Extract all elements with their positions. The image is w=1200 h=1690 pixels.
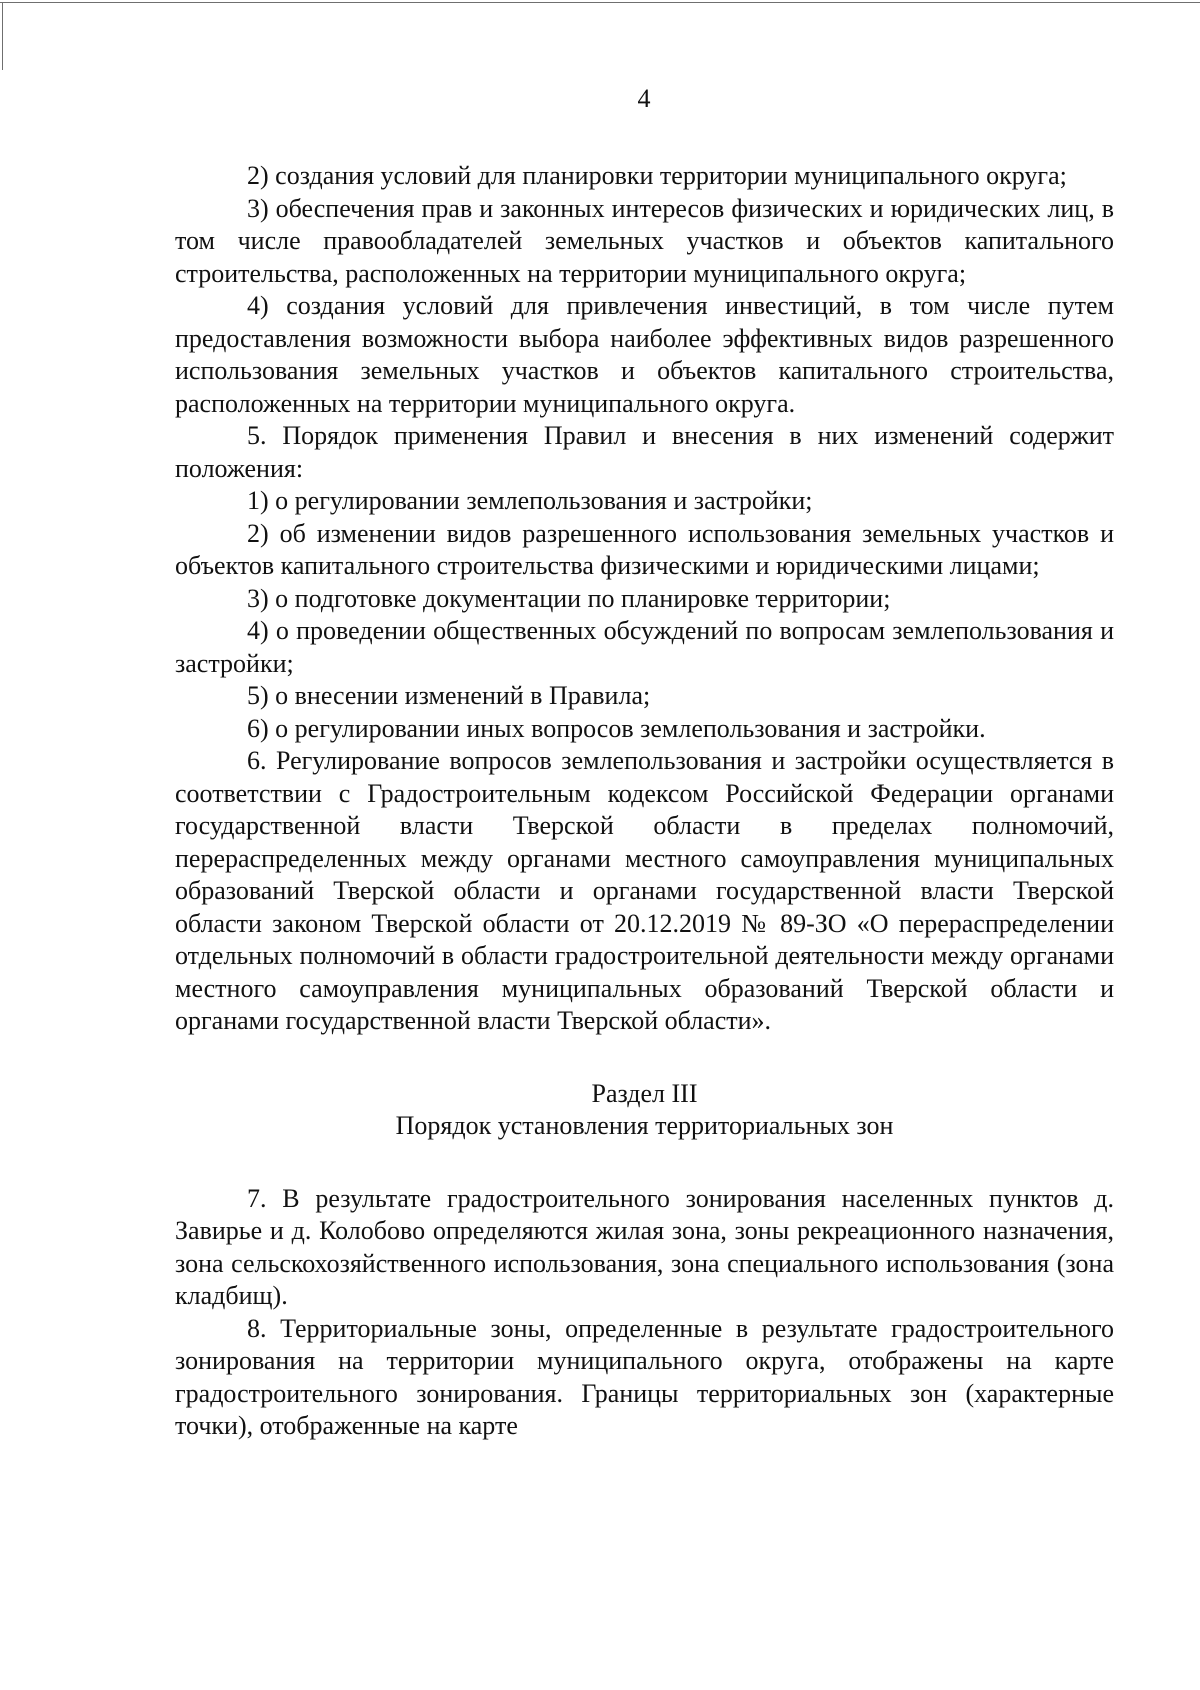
clause-6-regulation: 6. Регулирование вопросов землепользования и застройки осуществляется в соответствии с Градостроительным кодексом Российской Федерации органами государственной власти Тверской области в пределах полномочий, перераспределенных между органами местного самоуправления муниципальных образований Тверской области и органами государственной власти Тверской области законом Тверской области от 20.12.2019 № 89-ЗО «О перераспределении отдельных полномочий в области градостроительной деятельности между органами местного самоуправления муниципальных образований Тверской области и органами государственной власти Тверской области». <box>175 746 1114 1035</box>
document-body <box>175 160 1114 1443</box>
item-2-change-of-use: 2) об изменении видов разрешенного использования земельных участков и объектов капитального строительства физическими и юридическими лицами; <box>175 518 1114 580</box>
section-title: Раздел III <box>591 1078 698 1108</box>
section-subtitle: Порядок установления территориальных зон <box>395 1111 894 1140</box>
clause-8-zone-map: 8. Территориальные зоны, определенные в результате градостроительного зонирования на территории муниципального округа, отображены на карте градостроительного зонирования. Границы территориальных зон (характерные точки), отображенные на карте <box>175 1313 1114 1440</box>
item-6-other-issues: 6) о регулировании иных вопросов землепользования и застройки. <box>247 713 986 743</box>
scan-edge-top <box>0 2 1200 3</box>
item-3-documentation: 3) о подготовке документации по планировке территории; <box>247 583 891 613</box>
clause-2-planning: 2) создания условий для планировки территории муниципального округа; <box>247 161 1067 190</box>
clause-4-investments: 4) создания условий для привлечения инвестиций, в том числе путем предоставления возможности выбора наиболее эффективных видов разрешенного использования земельных участков и объектов капитального строительства, расположенных на территории муниципального округа. <box>175 291 1114 418</box>
item-5-amendments: 5) о внесении изменений в Правила; <box>247 681 651 710</box>
item-4-public-discussions: 4) о проведении общественных обсуждений по вопросам землепользования и застройки; <box>175 616 1114 678</box>
scan-edge-left <box>2 2 3 70</box>
clause-3-rights: 3) обеспечения прав и законных интересов физических и юридических лиц, в том числе правообладателей земельных участков и объектов капитального строительства, расположенных на территории муниципального округа; <box>175 193 1114 288</box>
clause-5-procedure: 5. Порядок применения Правил и внесения в них изменений содержит положения: <box>175 421 1114 483</box>
clause-7-zoning: 7. В результате градостроительного зонирования населенных пунктов д. Завирье и д. Колобово определяются жилая зона, зоны рекреационного назначения, зона сельскохозяйственного использования, зона специального использования (зона кладбищ). <box>175 1183 1114 1310</box>
item-1-regulation: 1) о регулировании землепользования и застройки; <box>247 486 813 515</box>
page-number: 4 <box>637 84 651 113</box>
